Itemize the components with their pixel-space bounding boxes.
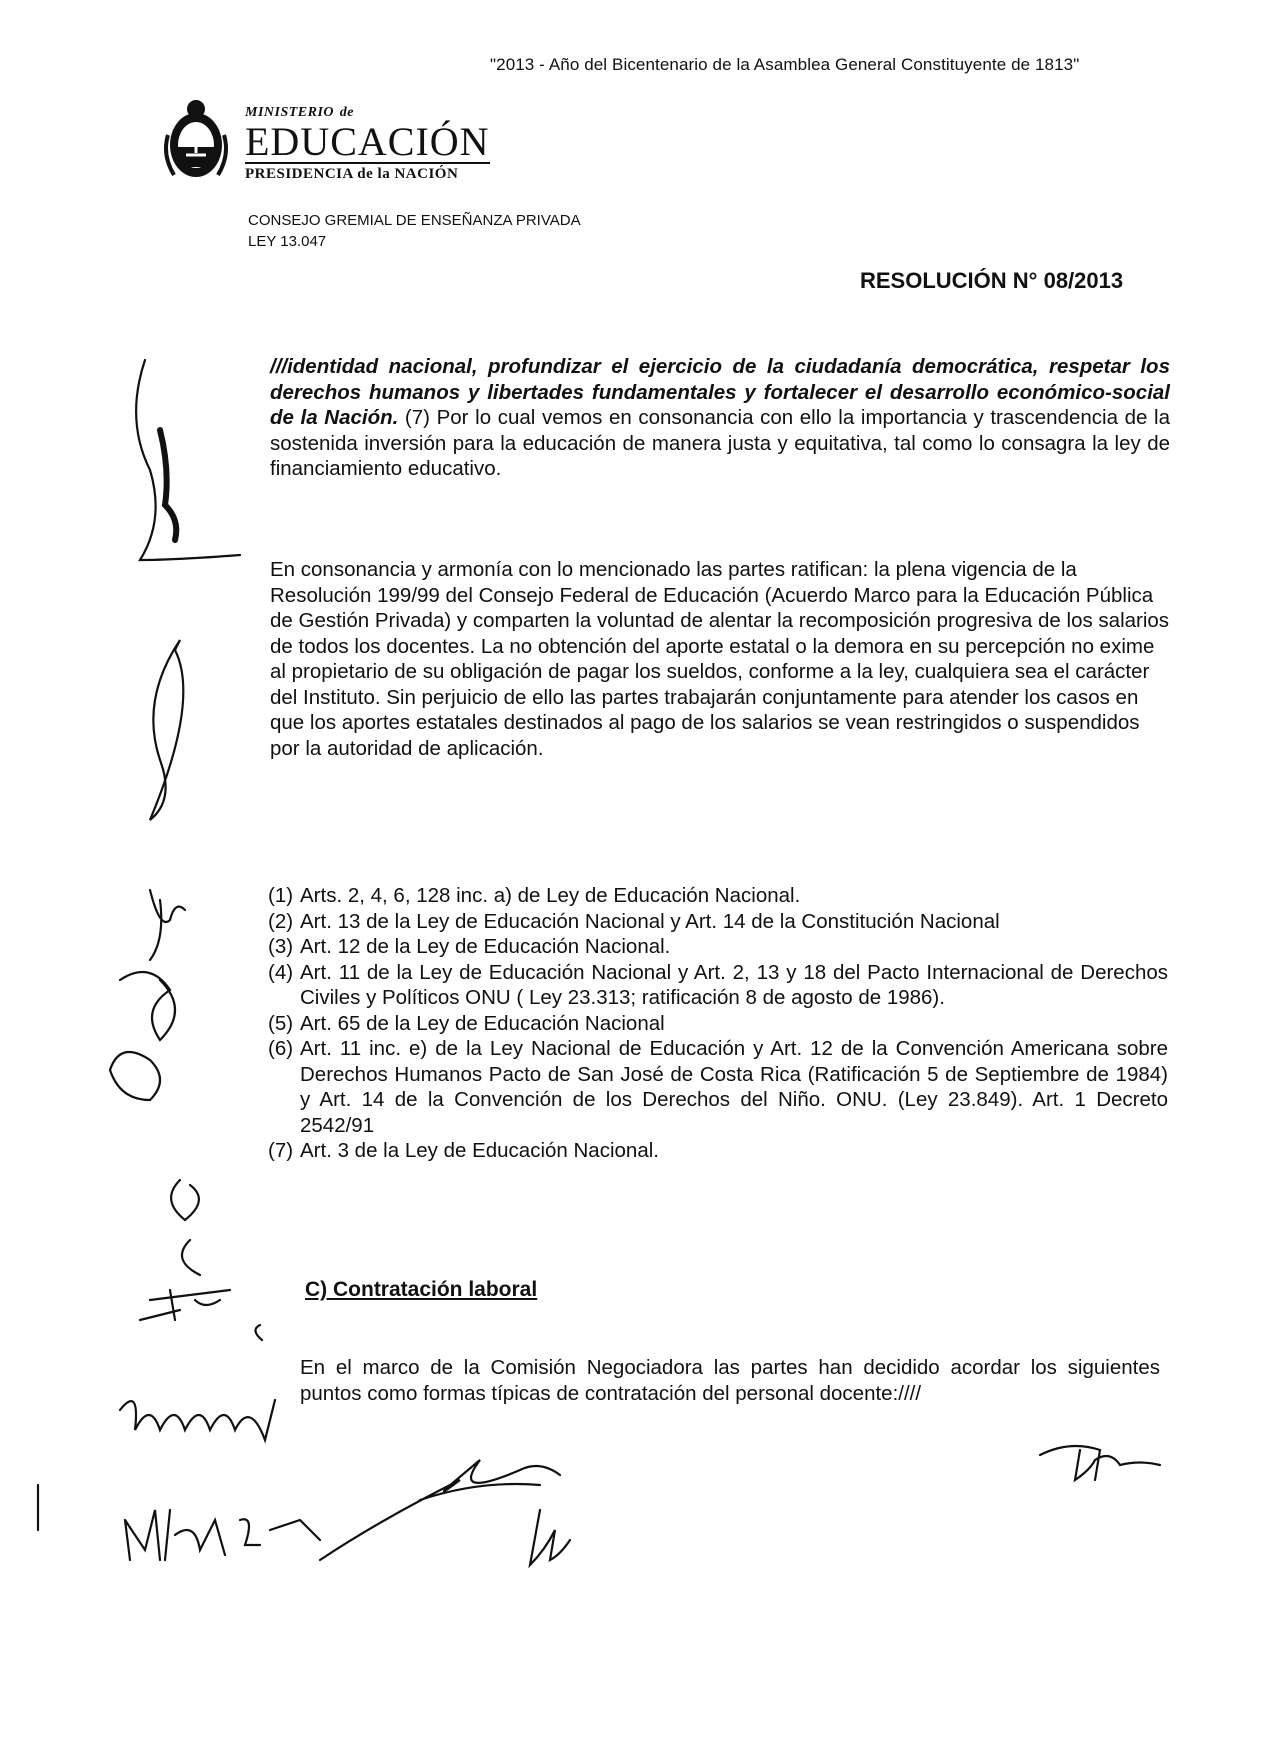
footnote-number: (2) xyxy=(268,909,294,933)
footnote-item xyxy=(268,934,1168,960)
paragraph-identidad xyxy=(270,354,1170,482)
footnote-item xyxy=(268,883,1168,909)
bottom-signature-stroke xyxy=(320,1460,560,1560)
argentina-coat-of-arms-icon xyxy=(160,95,232,187)
margin-signature-stroke xyxy=(120,1400,275,1440)
footnote-text: Art. 11 de la Ley de Educación Nacional y Art. 2, 13 y 18 del Pacto Internacional de Derechos Civiles y Políticos ONU ( Ley 23.313; ratificación 8 de agosto de 1986). xyxy=(300,960,1168,1009)
bottom-signature-stroke xyxy=(125,1510,320,1560)
paragraph-identidad-rest: (7) Por lo cual vemos en consonancia con ello la importancia y trascendencia de la sostenida inversión para la educación de manera justa y equitativa, tal como lo consagra la ley de financiamiento educativo. xyxy=(270,406,1170,480)
margin-signature-stroke xyxy=(160,430,176,540)
footnote-text: Art. 13 de la Ley de Educación Nacional y Art. 14 de la Constitución Nacional xyxy=(300,909,1000,933)
margin-signature-stroke xyxy=(136,360,240,560)
footnote-number: (1) xyxy=(268,884,294,907)
council-name: CONSEJO GREMIAL DE ENSEÑANZA PRIVADA xyxy=(248,212,581,229)
footnote-item xyxy=(268,1036,1168,1138)
margin-signature-stroke xyxy=(150,890,185,960)
paragraph-consonancia: En consonancia y armonía con lo mencionado las partes ratifican: la plena vigencia de la Resolución 199/99 del Consejo Federal de Educación (Acuerdo Marco para la Educación Pública de Gestión Privada) y comparten la voluntad de alentar la recomposición progresiva de los salarios de todos los docentes. La no obtención del aporte estatal o la demora en su percepción no exime al propietario de su obligación de pagar los sueldos, conforme a la ley, cualquiera sea el carácter del Instituto. Sin perjuicio de ello las partes trabajarán conjuntamente para atender los casos en que los aportes estatales destinados al pago de los salarios se vean restringidos o suspendidos por la autoridad de aplicación. xyxy=(270,558,1170,760)
margin-signature-stroke xyxy=(110,1052,160,1100)
footnote-item xyxy=(268,960,1168,1011)
footnote-text: Art. 65 de la Ley de Educación Nacional xyxy=(300,1011,665,1035)
footnote-number: (4) xyxy=(268,960,294,984)
ministry-title-de: de xyxy=(339,105,354,120)
paragraph-contratacion: En el marco de la Comisión Negociadora las partes han decidido acordar los siguientes puntos como formas típicas de contratación del personal docente://// xyxy=(300,1356,1160,1405)
footnote-number: (6) xyxy=(268,1037,294,1060)
margin-signature-stroke xyxy=(140,1290,262,1340)
footnote-item xyxy=(268,1011,1168,1037)
footnote-text: Art. 3 de la Ley de Educación Nacional. xyxy=(300,1139,659,1162)
council-law: LEY 13.047 xyxy=(248,233,327,250)
footnote-number: (7) xyxy=(268,1139,294,1162)
bottom-signature-stroke xyxy=(530,1510,570,1565)
footnote-number: (3) xyxy=(268,935,294,958)
paragraph-identidad-bold: ///identidad nacional, profundizar el ejercicio de la ciudadanía democrática, respetar los derechos humanos y libertades fundamentales y fortalecer el desarrollo económico-social de la Nación. xyxy=(270,355,1170,429)
resolution-number: RESOLUCIÓN N° 08/2013 xyxy=(860,268,1124,293)
ministry-title-line3: PRESIDENCIA de la NACIÓN xyxy=(245,162,490,183)
margin-signature-stroke xyxy=(171,1180,200,1275)
footnote-item xyxy=(268,909,1168,935)
ministry-title-line2: EDUCACIÓN xyxy=(245,119,490,164)
ministry-logo xyxy=(245,97,490,183)
margin-signature-stroke xyxy=(150,640,183,820)
motto-line: "2013 - Año del Bicentenario de la Asamblea General Constituyente de 1813" xyxy=(490,55,1080,74)
footnotes-list xyxy=(268,883,1168,1164)
footnote-text: Art. 11 inc. e) de la Ley Nacional de Educación y Art. 12 de la Convención Americana sobre Derechos Humanos Pacto de San José de Costa Rica (Ratificación 5 de Septiembre de 1984) y Art. 14 de la Convención de los Derechos del Niño. ONU. (Ley 23.849). Art. 1 Decreto 2542/91 xyxy=(300,1037,1168,1137)
bottom-signature-stroke xyxy=(1040,1446,1160,1480)
footnote-number: (5) xyxy=(268,1011,294,1035)
footnote-text: Art. 12 de la Ley de Educación Nacional. xyxy=(300,935,671,958)
ministry-title-line1: MINISTERIO xyxy=(245,105,335,120)
section-c-heading: C) Contratación laboral xyxy=(305,1278,538,1301)
margin-signature-stroke xyxy=(120,972,175,1040)
council-block xyxy=(248,210,581,252)
footnote-item xyxy=(268,1138,1168,1164)
footnote-text: Arts. 2, 4, 6, 128 inc. a) de Ley de Educación Nacional. xyxy=(300,884,801,907)
